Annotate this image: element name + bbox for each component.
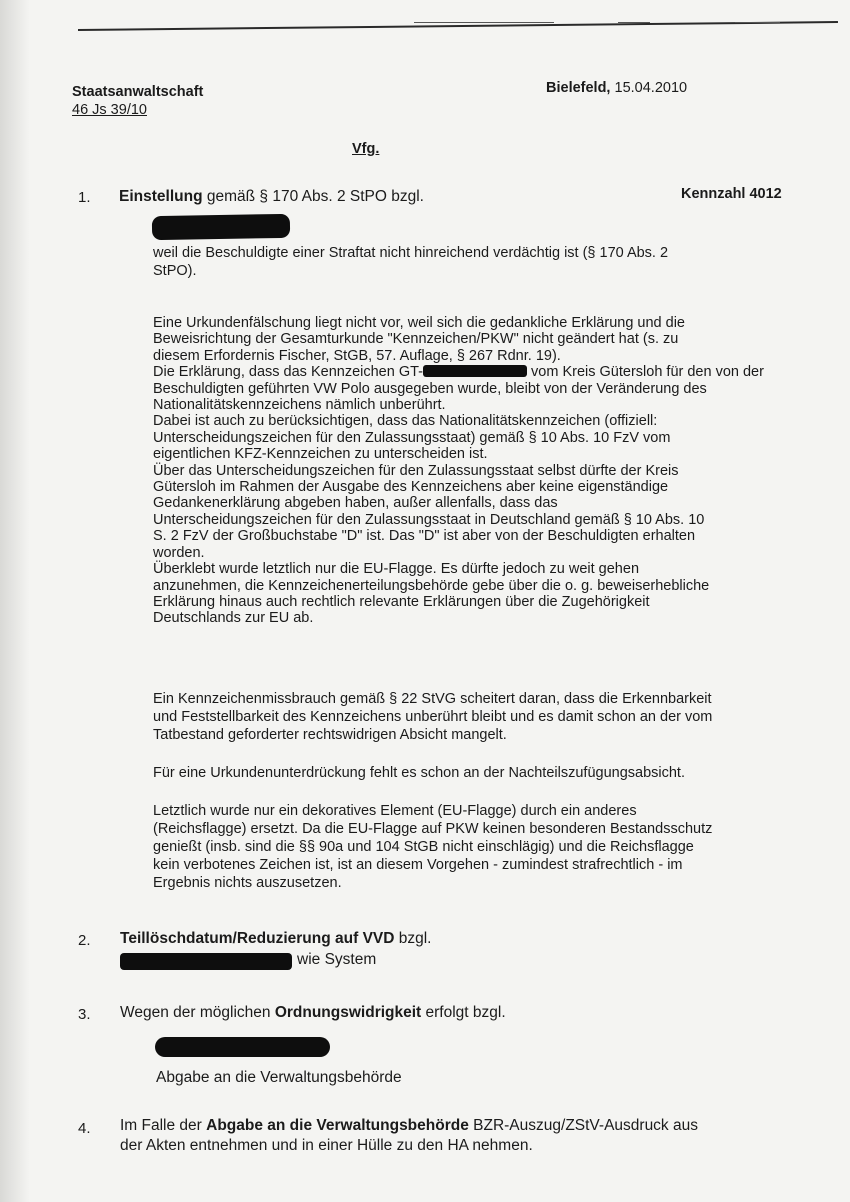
paragraph-line: diesem Erfordernis Fischer, StGB, 57. Auflage, § 267 Rdnr. 19).: [153, 347, 561, 364]
paragraph-line: Gütersloh im Rahmen der Ausgabe des Kennzeichens aber keine eigenständige: [153, 479, 669, 496]
redaction-bar: [155, 1037, 330, 1057]
reason-text: [153, 245, 793, 280]
item-1-bold: Einstellung: [119, 188, 203, 205]
paragraph-suppression: [153, 765, 793, 781]
order-heading: Vfg.: [352, 141, 380, 157]
paragraph-line: kein verbotenes Zeichen ist, ist an diesem Vorgehen - zumindest strafrechtlich - im: [153, 857, 683, 873]
paragraph-line: worden.: [153, 544, 205, 561]
paragraph-plate-misuse: [153, 690, 793, 744]
paragraph-line: Dabei ist auch zu berücksichtigen, dass das Nationalitätskennzeichen (offiziell:: [153, 413, 658, 430]
item-1-title: [119, 188, 424, 206]
paragraph-line: S. 2 FzV der Großbuchstabe "D" ist. Das "D" ist aber von der Beschuldigten erhalten: [153, 528, 696, 545]
paragraph-line: Unterscheidungszeichen für den Zulassungsstaat) gemäß § 10 Abs. 10 FzV vom: [153, 429, 671, 446]
file-number: 46 Js 39/10: [72, 102, 147, 118]
authority-name: Staatsanwaltschaft: [72, 84, 204, 100]
item-number-1: 1.: [78, 189, 91, 206]
item-3-title: [120, 1004, 506, 1022]
item-4-line2: der Akten entnehmen und in einer Hülle zu den HA nehmen.: [120, 1137, 533, 1154]
item-4-text: BZR-Auszug/ZStV-Ausdruck aus: [468, 1117, 698, 1134]
redaction-bar: [120, 953, 292, 970]
paragraph-line: Nationalitätskennzeichens nämlich unberührt.: [153, 397, 446, 414]
item-number-4: 4.: [78, 1120, 91, 1137]
city: Bielefeld,: [546, 80, 611, 96]
paragraph-line-plate: [153, 364, 793, 380]
paragraph-line: Tatbestand geforderter rechtswidrigen Absicht mangelt.: [153, 727, 507, 743]
top-dash-2: [618, 22, 650, 23]
top-dash-3: [735, 22, 780, 23]
item-2-detail: wie System: [297, 951, 377, 968]
paragraph-line: Letztlich wurde nur ein dekoratives Element (EU-Flagge) durch ein anderes: [153, 803, 637, 819]
date: 15.04.2010: [614, 80, 688, 96]
item-3-text: erfolgt bzgl.: [421, 1004, 506, 1021]
paragraph-line: Beschuldigten geführten VW Polo ausgegeben wurde, bleibt von der Veränderung des: [153, 380, 707, 397]
paragraph-line: Gedankenerklärung abgeben haben, außer allenfalls, dass das: [153, 495, 558, 512]
item-3-bold: Ordnungswidrigkeit: [274, 1004, 422, 1021]
top-dash-1: [414, 22, 554, 23]
reason-line: weil die Beschuldigte einer Straftat nicht hinreichend verdächtig ist (§ 170 Abs. 2: [153, 245, 669, 261]
paragraph-line: (Reichsflagge) ersetzt. Da die EU-Flagge auf PKW keinen besonderen Bestandsschutz: [153, 821, 713, 837]
scan-fold-line: [0, 0, 30, 1202]
paragraph-line: Unterscheidungszeichen für den Zulassungsstaat in Deutschland gemäß § 10 Abs. 10: [153, 511, 705, 528]
plate-prefix: Die Erklärung, dass das Kennzeichen GT-: [153, 364, 423, 381]
paragraph-line: Über das Unterscheidungszeichen für den Zulassungsstaat selbst dürfte der Kreis: [153, 462, 679, 479]
paragraph-line: Überklebt wurde letztlich nur die EU-Flagge. Es dürfte jedoch zu weit gehen: [153, 561, 640, 578]
reason-line: StPO).: [153, 262, 197, 279]
place-date: [546, 79, 687, 97]
item-number-2: 2.: [78, 932, 91, 949]
paragraph-line: und Feststellbarkeit des Kennzeichens unberührt bleibt und es damit schon an der vom: [153, 709, 713, 725]
item-4-bold: Abgabe an die Verwaltungsbehörde: [206, 1117, 469, 1134]
item-number-3: 3.: [78, 1006, 91, 1023]
item-2-title: [120, 930, 432, 948]
item-4-prefix: Im Falle der: [120, 1117, 207, 1134]
paragraph-line: Ergebnis nichts auszusetzen.: [153, 875, 342, 891]
plate-redaction: [423, 365, 527, 377]
item-3-prefix: Wegen der möglichen: [120, 1004, 275, 1021]
item-1-text: gemäß § 170 Abs. 2 StPO bzgl.: [202, 188, 424, 205]
paragraph-line: Eine Urkundenfälschung liegt nicht vor, weil sich die gedankliche Erklärung und die: [153, 315, 685, 331]
code-label: Kennzahl 4012: [681, 186, 782, 202]
paragraph-line: Erklärung hinaus auch rechtlich relevante Erklärungen über die Zugehörigkeit: [153, 593, 650, 610]
paragraph-conclusion: [153, 802, 793, 892]
item-2-bold: Teillöschdatum/Reduzierung auf VVD: [120, 930, 395, 947]
paragraph-line: Für eine Urkundenunterdrückung fehlt es schon an der Nachteilszufügungsabsicht.: [153, 765, 685, 781]
paragraph-line: Ein Kennzeichenmissbrauch gemäß § 22 StVG scheitert daran, dass die Erkennbarkeit: [153, 691, 712, 707]
paragraph-forgery: [153, 315, 793, 627]
item-4-title: [120, 1117, 698, 1135]
redaction-bar: [152, 214, 290, 240]
paragraph-line: genießt (insb. sind die §§ 90a und 104 StGB nicht einschlägig) und die Reichsflagge: [153, 839, 694, 855]
paragraph-line: eigentlichen KFZ-Kennzeichen zu unterscheiden ist.: [153, 446, 488, 463]
paragraph-line: Deutschlands zur EU ab.: [153, 610, 314, 627]
item-2-text: bzgl.: [394, 930, 432, 947]
paragraph-line: Beweisrichtung der Gesamturkunde "Kennzeichen/PKW" nicht geändert hat (s. zu: [153, 331, 679, 348]
paragraph-line: anzunehmen, die Kennzeichenerteilungsbehörde gebe über die o. g. beweiserhebliche: [153, 577, 710, 594]
item-3-detail: Abgabe an die Verwaltungsbehörde: [156, 1069, 402, 1086]
plate-suffix: vom Kreis Gütersloh für den von der: [531, 364, 764, 381]
